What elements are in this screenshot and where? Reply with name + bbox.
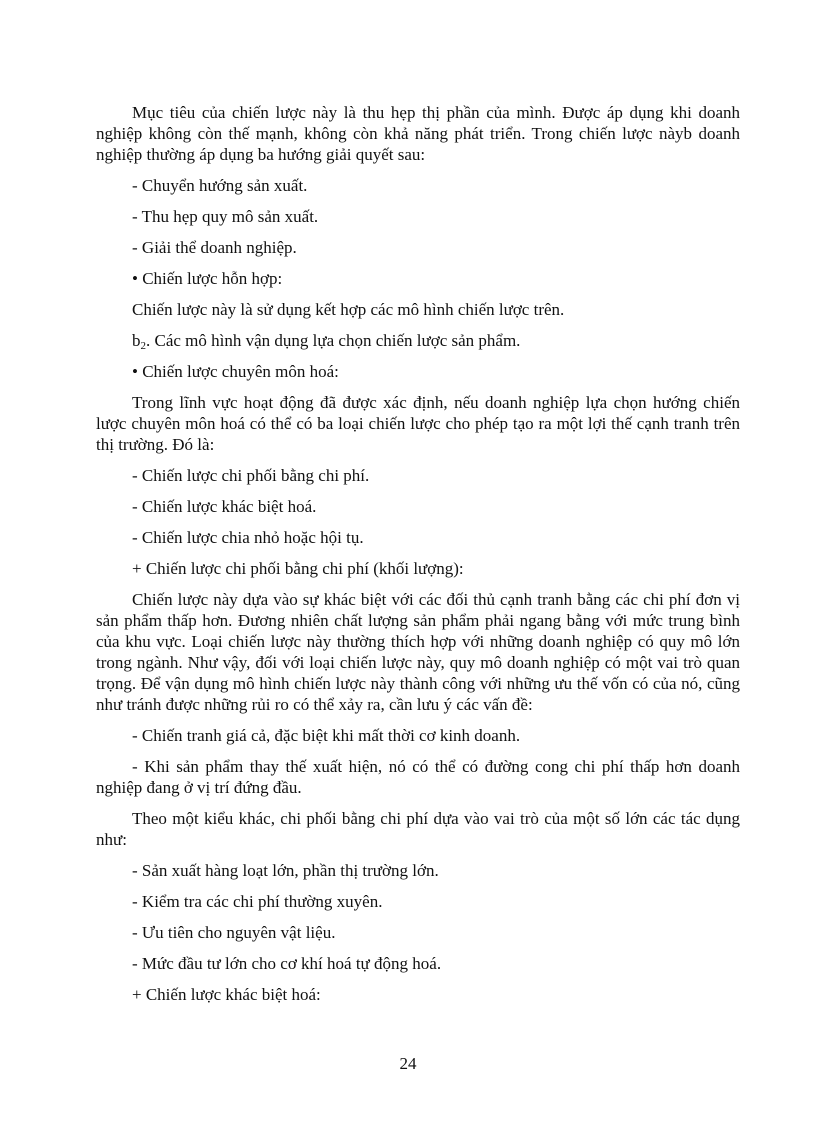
list-item: - Chiến tranh giá cả, đặc biệt khi mất thời cơ kinh doanh. [132, 726, 521, 745]
list-item: - Giải thể doanh nghiệp. [132, 238, 297, 257]
section-heading: + Chiến lược khác biệt hoá: [132, 985, 321, 1004]
body-text [96, 102, 740, 1015]
list-item: - Sản xuất hàng loạt lớn, phần thị trường lớn. [132, 861, 439, 880]
list-item: - Khi sản phẩm thay thế xuất hiện, nó có thể có đường cong chi phí thấp hơn doanh nghiệp đang ở vị trí đứng đầu. [96, 757, 740, 797]
paragraph: Theo một kiểu khác, chi phối bằng chi phí dựa vào vai trò của một số lớn các tác dụng như: [96, 809, 740, 849]
section-heading: • Chiến lược chuyên môn hoá: [132, 362, 339, 381]
section-heading: • Chiến lược hỗn hợp: [132, 269, 283, 288]
list-item: - Ưu tiên cho nguyên vật liệu. [132, 923, 336, 942]
subsection-letter: b [132, 331, 141, 350]
list-item: - Kiểm tra các chi phí thường xuyên. [132, 892, 383, 911]
paragraph: Mục tiêu của chiến lược này là thu hẹp thị phần của mình. Được áp dụng khi doanh nghiệp không còn thế mạnh, không còn khả năng phát triển. Trong chiến lược nàyb doanh nghiệp thường áp dụng ba hướng giải quyết sau: [96, 103, 740, 164]
list-item: - Chiến lược chia nhỏ hoặc hội tụ. [132, 528, 364, 547]
list-item: - Mức đầu tư lớn cho cơ khí hoá tự động hoá. [132, 954, 442, 973]
list-item: - Chiến lược khác biệt hoá. [132, 497, 317, 516]
subsection-subscript: 2 [140, 340, 146, 352]
paragraph: Chiến lược này là sử dụng kết hợp các mô hình chiến lược trên. [132, 300, 565, 319]
list-item: - Thu hẹp quy mô sản xuất. [132, 207, 319, 226]
list-item: - Chuyển hướng sản xuất. [132, 176, 308, 195]
paragraph: Chiến lược này dựa vào sự khác biệt với các đối thủ cạnh tranh bằng các chi phí đơn vị sản phẩm thấp hơn. Đương nhiên chất lượng sản phẩm phải ngang bằng với mức trung bình của khu vực. Loại chiến lược này thường thích hợp với những doanh nghiệp có quy mô lớn trong ngành. Như vậy, đối với loại chiến lược này, quy mô doanh nghiệp có một vai trò quan trọng. Để vận dụng mô hình chiến lược này thành công với những ưu thế vốn có của nó, cũng như tránh được những rủi ro có thể xảy ra, cần lưu ý các vấn đề: [96, 590, 740, 714]
paragraph: Trong lĩnh vực hoạt động đã được xác định, nếu doanh nghiệp lựa chọn hướng chiến lược chuyên môn hoá có thể có ba loại chiến lược cho phép tạo ra một lợi thế cạnh tranh trên thị trường. Đó là: [96, 393, 740, 454]
page-number: 24 [399, 1054, 417, 1073]
section-heading: + Chiến lược chi phối bằng chi phí (khối lượng): [132, 559, 464, 578]
subsection-heading [96, 330, 740, 351]
subsection-title: . Các mô hình vận dụng lựa chọn chiến lược sản phẩm. [146, 331, 521, 350]
list-item: - Chiến lược chi phối bằng chi phí. [132, 466, 370, 485]
